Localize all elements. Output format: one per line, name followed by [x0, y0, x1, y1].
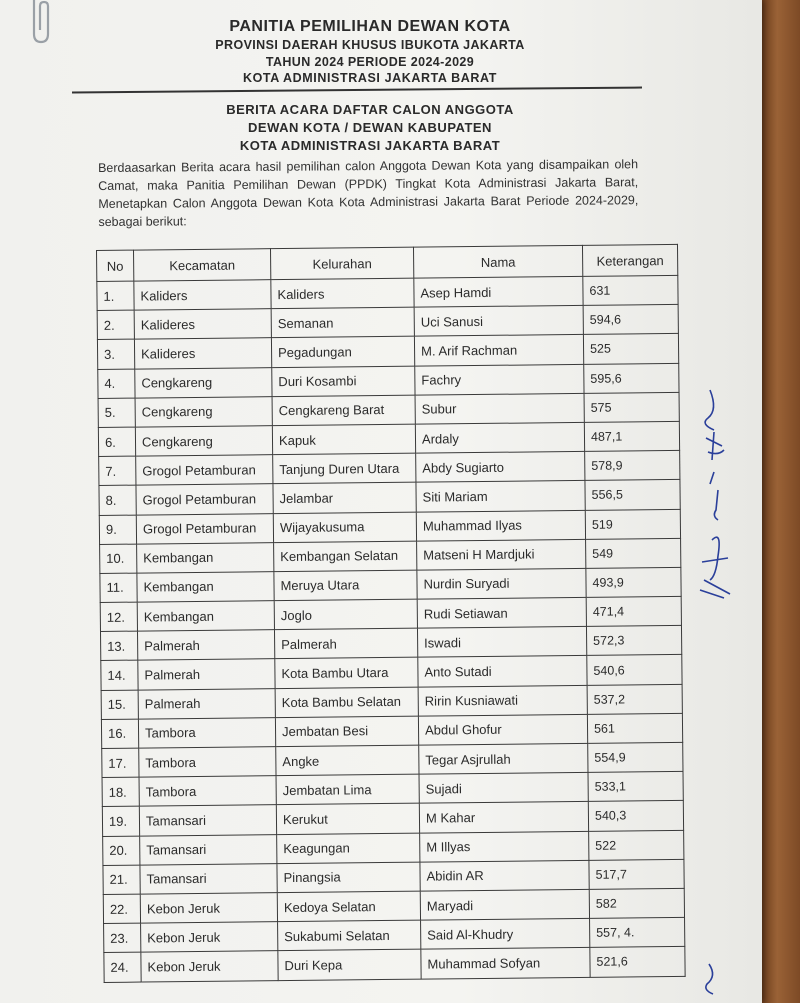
cell-kecamatan: Grogol Petamburan: [136, 484, 273, 515]
cell-kecamatan: Grogol Petamburan: [136, 455, 273, 486]
paper-clip-icon: [26, 0, 56, 46]
cell-nama: Said Al-Khudry: [421, 918, 590, 949]
cell-nama: Abdul Ghofur: [418, 714, 587, 745]
cell-kelurahan: Kaliders: [271, 278, 414, 309]
cell-no: 20.: [103, 836, 140, 866]
cell-keterangan: 554,9: [588, 742, 683, 772]
cell-no: 24.: [104, 952, 141, 982]
cell-keterangan: 582: [589, 888, 684, 918]
cell-kecamatan: Kembangan: [137, 572, 274, 603]
cell-no: 17.: [102, 748, 139, 778]
header-kecamatan: Kecamatan: [134, 249, 271, 281]
cell-no: 22.: [103, 894, 140, 924]
cell-nama: Anto Sutadi: [418, 656, 587, 687]
cell-kecamatan: Kalideres: [134, 338, 271, 369]
cell-kecamatan: Kebon Jeruk: [140, 893, 277, 924]
document-city: KOTA ADMINISTRASI JAKARTA BARAT: [239, 138, 501, 153]
cell-nama: Abidin AR: [420, 860, 589, 891]
cell-kelurahan: Pinangsia: [277, 862, 420, 893]
cell-no: 23.: [104, 923, 141, 953]
candidate-table-wrapper: [96, 244, 686, 983]
cell-kelurahan: Duri Kepa: [278, 949, 421, 980]
cell-kecamatan: Kembangan: [137, 542, 274, 573]
cell-no: 13.: [100, 631, 137, 661]
cell-keterangan: 572,3: [586, 626, 681, 656]
document-subtitle: DEWAN KOTA / DEWAN KABUPATEN: [248, 120, 492, 135]
cell-keterangan: 594,6: [583, 305, 678, 335]
cell-keterangan: 540,6: [587, 655, 682, 685]
cell-keterangan: 556,5: [585, 480, 680, 510]
document-title: BERITA ACARA DAFTAR CALON ANGGOTA: [226, 102, 514, 117]
cell-nama: Fachry: [415, 364, 584, 395]
cell-kelurahan: Kota Bambu Selatan: [275, 687, 418, 718]
cell-nama: Muhammad Sofyan: [421, 948, 590, 979]
cell-kecamatan: Kebon Jeruk: [141, 951, 278, 982]
cell-no: 3.: [97, 339, 134, 369]
header-nama: Nama: [413, 245, 582, 278]
header-divider: [72, 87, 642, 94]
cell-nama: Sujadi: [419, 773, 588, 804]
cell-kelurahan: Joglo: [274, 599, 417, 630]
header-year: TAHUN 2024 PERIODE 2024-2029: [265, 55, 475, 69]
cell-keterangan: 537,2: [587, 684, 682, 714]
cell-keterangan: 540,3: [588, 801, 683, 831]
cell-no: 1.: [97, 281, 134, 311]
cell-kecamatan: Palmerah: [138, 659, 275, 690]
cell-keterangan: 575: [584, 392, 679, 422]
cell-kecamatan: Tamansari: [140, 863, 277, 894]
cell-no: 7.: [99, 456, 136, 486]
cell-keterangan: 525: [583, 334, 678, 364]
cell-no: 2.: [97, 310, 134, 340]
cell-nama: M Illyas: [420, 831, 589, 862]
cell-keterangan: 561: [587, 713, 682, 743]
header-keterangan: Keterangan: [582, 244, 677, 276]
cell-keterangan: 471,4: [586, 596, 681, 626]
cell-keterangan: 493,9: [586, 567, 681, 597]
cell-nama: Asep Hamdi: [414, 276, 583, 307]
cell-keterangan: 522: [589, 830, 684, 860]
cell-kelurahan: Jelambar: [273, 482, 416, 513]
cell-kecamatan: Tambora: [139, 747, 276, 778]
cell-kelurahan: Kapuk: [272, 424, 415, 455]
cell-kecamatan: Grogol Petamburan: [136, 513, 273, 544]
intro-paragraph: Berdaasarkan Berita acara hasil pemilihan calon Anggota Dewan Kota yang disampaikan oleh Camat, maka Panitia Pemilihan Dewan (PPDK) Tingkat Kota Administrasi Jakarta Barat, Menetapkan Calon Anggota Dewan Kota Kota Administrasi Jakarta Barat Periode 2024-2029, sebagai berikut:: [98, 157, 639, 229]
cell-nama: M. Arif Rachman: [414, 335, 583, 366]
cell-nama: Tegar Asjrullah: [419, 743, 588, 774]
cell-keterangan: 533,1: [588, 772, 683, 802]
cell-kelurahan: Wijayakusuma: [273, 512, 416, 543]
cell-kelurahan: Duri Kosambi: [272, 366, 415, 397]
cell-nama: M Kahar: [419, 802, 588, 833]
cell-no: 9.: [99, 515, 136, 545]
cell-nama: Nurdin Suryadi: [417, 568, 586, 599]
header-kelurahan: Kelurahan: [270, 247, 413, 279]
cell-kecamatan: Kembangan: [137, 601, 274, 632]
header-no: No: [97, 250, 134, 281]
cell-kelurahan: Keagungan: [277, 833, 420, 864]
cell-kelurahan: Kedoya Selatan: [277, 891, 420, 922]
cell-nama: Subur: [415, 393, 584, 424]
cell-kecamatan: Kaliders: [134, 280, 271, 311]
cell-nama: Muhammad Ilyas: [416, 510, 585, 541]
cell-keterangan: 517,7: [589, 859, 684, 889]
cell-keterangan: 487,1: [584, 421, 679, 451]
cell-kecamatan: Kalideres: [134, 309, 271, 340]
cell-kecamatan: Cengkareng: [135, 396, 272, 427]
cell-nama: Ardaly: [415, 422, 584, 453]
cell-kelurahan: Meruya Utara: [274, 570, 417, 601]
cell-kecamatan: Tambora: [138, 717, 275, 748]
header-city: KOTA ADMINISTRASI JAKARTA BARAT: [242, 71, 497, 85]
cell-kelurahan: Pegadungan: [271, 337, 414, 368]
cell-keterangan: 521,6: [590, 947, 685, 977]
candidate-table: [96, 244, 686, 983]
cell-no: 18.: [102, 777, 139, 807]
cell-no: 11.: [100, 573, 137, 603]
cell-kelurahan: Jembatan Lima: [276, 774, 419, 805]
cell-no: 14.: [101, 661, 138, 691]
cell-no: 16.: [101, 719, 138, 749]
cell-keterangan: 595,6: [584, 363, 679, 393]
cell-keterangan: 519: [585, 509, 680, 539]
header-title: PANITIA PEMILIHAN DEWAN KOTA: [229, 18, 511, 35]
cell-kelurahan: Jembatan Besi: [275, 716, 418, 747]
cell-nama: Abdy Sugiarto: [416, 452, 585, 483]
cell-kelurahan: Semanan: [271, 307, 414, 338]
cell-kelurahan: Tanjung Duren Utara: [273, 453, 416, 484]
table-row: [104, 947, 685, 982]
cell-kelurahan: Kerukut: [276, 804, 419, 835]
cell-keterangan: 631: [583, 275, 678, 305]
cell-kelurahan: Angke: [276, 745, 419, 776]
cell-kelurahan: Palmerah: [274, 628, 417, 659]
cell-kelurahan: Kota Bambu Utara: [275, 658, 418, 689]
cell-keterangan: 549: [586, 538, 681, 568]
cell-kecamatan: Palmerah: [138, 688, 275, 719]
cell-no: 4.: [98, 369, 135, 399]
cell-kecamatan: Kebon Jeruk: [141, 922, 278, 953]
header-province: PROVINSI DAERAH KHUSUS IBUKOTA JAKARTA: [215, 38, 525, 52]
cell-no: 21.: [103, 865, 140, 895]
cell-kecamatan: Tambora: [139, 776, 276, 807]
cell-nama: Uci Sanusi: [414, 306, 583, 337]
cell-no: 5.: [98, 398, 135, 428]
cell-no: 6.: [98, 427, 135, 457]
table-body: [97, 275, 685, 982]
cell-nama: Rudi Setiawan: [417, 597, 586, 628]
cell-no: 10.: [100, 544, 137, 574]
wood-background: [762, 0, 800, 1003]
cell-nama: Siti Mariam: [416, 481, 585, 512]
cell-no: 15.: [101, 690, 138, 720]
cell-no: 19.: [102, 806, 139, 836]
cell-no: 12.: [100, 602, 137, 632]
cell-kelurahan: Sukabumi Selatan: [278, 920, 421, 951]
cell-nama: Matseni H Mardjuki: [417, 539, 586, 570]
cell-kecamatan: Palmerah: [137, 630, 274, 661]
cell-keterangan: 557, 4.: [590, 917, 685, 947]
cell-no: 8.: [99, 485, 136, 515]
cell-kelurahan: Kembangan Selatan: [274, 541, 417, 572]
cell-nama: Iswadi: [417, 627, 586, 658]
cell-nama: Maryadi: [420, 889, 589, 920]
cell-nama: Ririn Kusniawati: [418, 685, 587, 716]
cell-kecamatan: Cengkareng: [135, 426, 272, 457]
signature-icon: [688, 380, 748, 610]
cell-keterangan: 578,9: [585, 451, 680, 481]
cell-kecamatan: Cengkareng: [135, 367, 272, 398]
cell-kelurahan: Cengkareng Barat: [272, 395, 415, 426]
cell-kecamatan: Tamansari: [140, 834, 277, 865]
cell-kecamatan: Tamansari: [139, 805, 276, 836]
signature-mark-icon: [695, 950, 725, 1000]
